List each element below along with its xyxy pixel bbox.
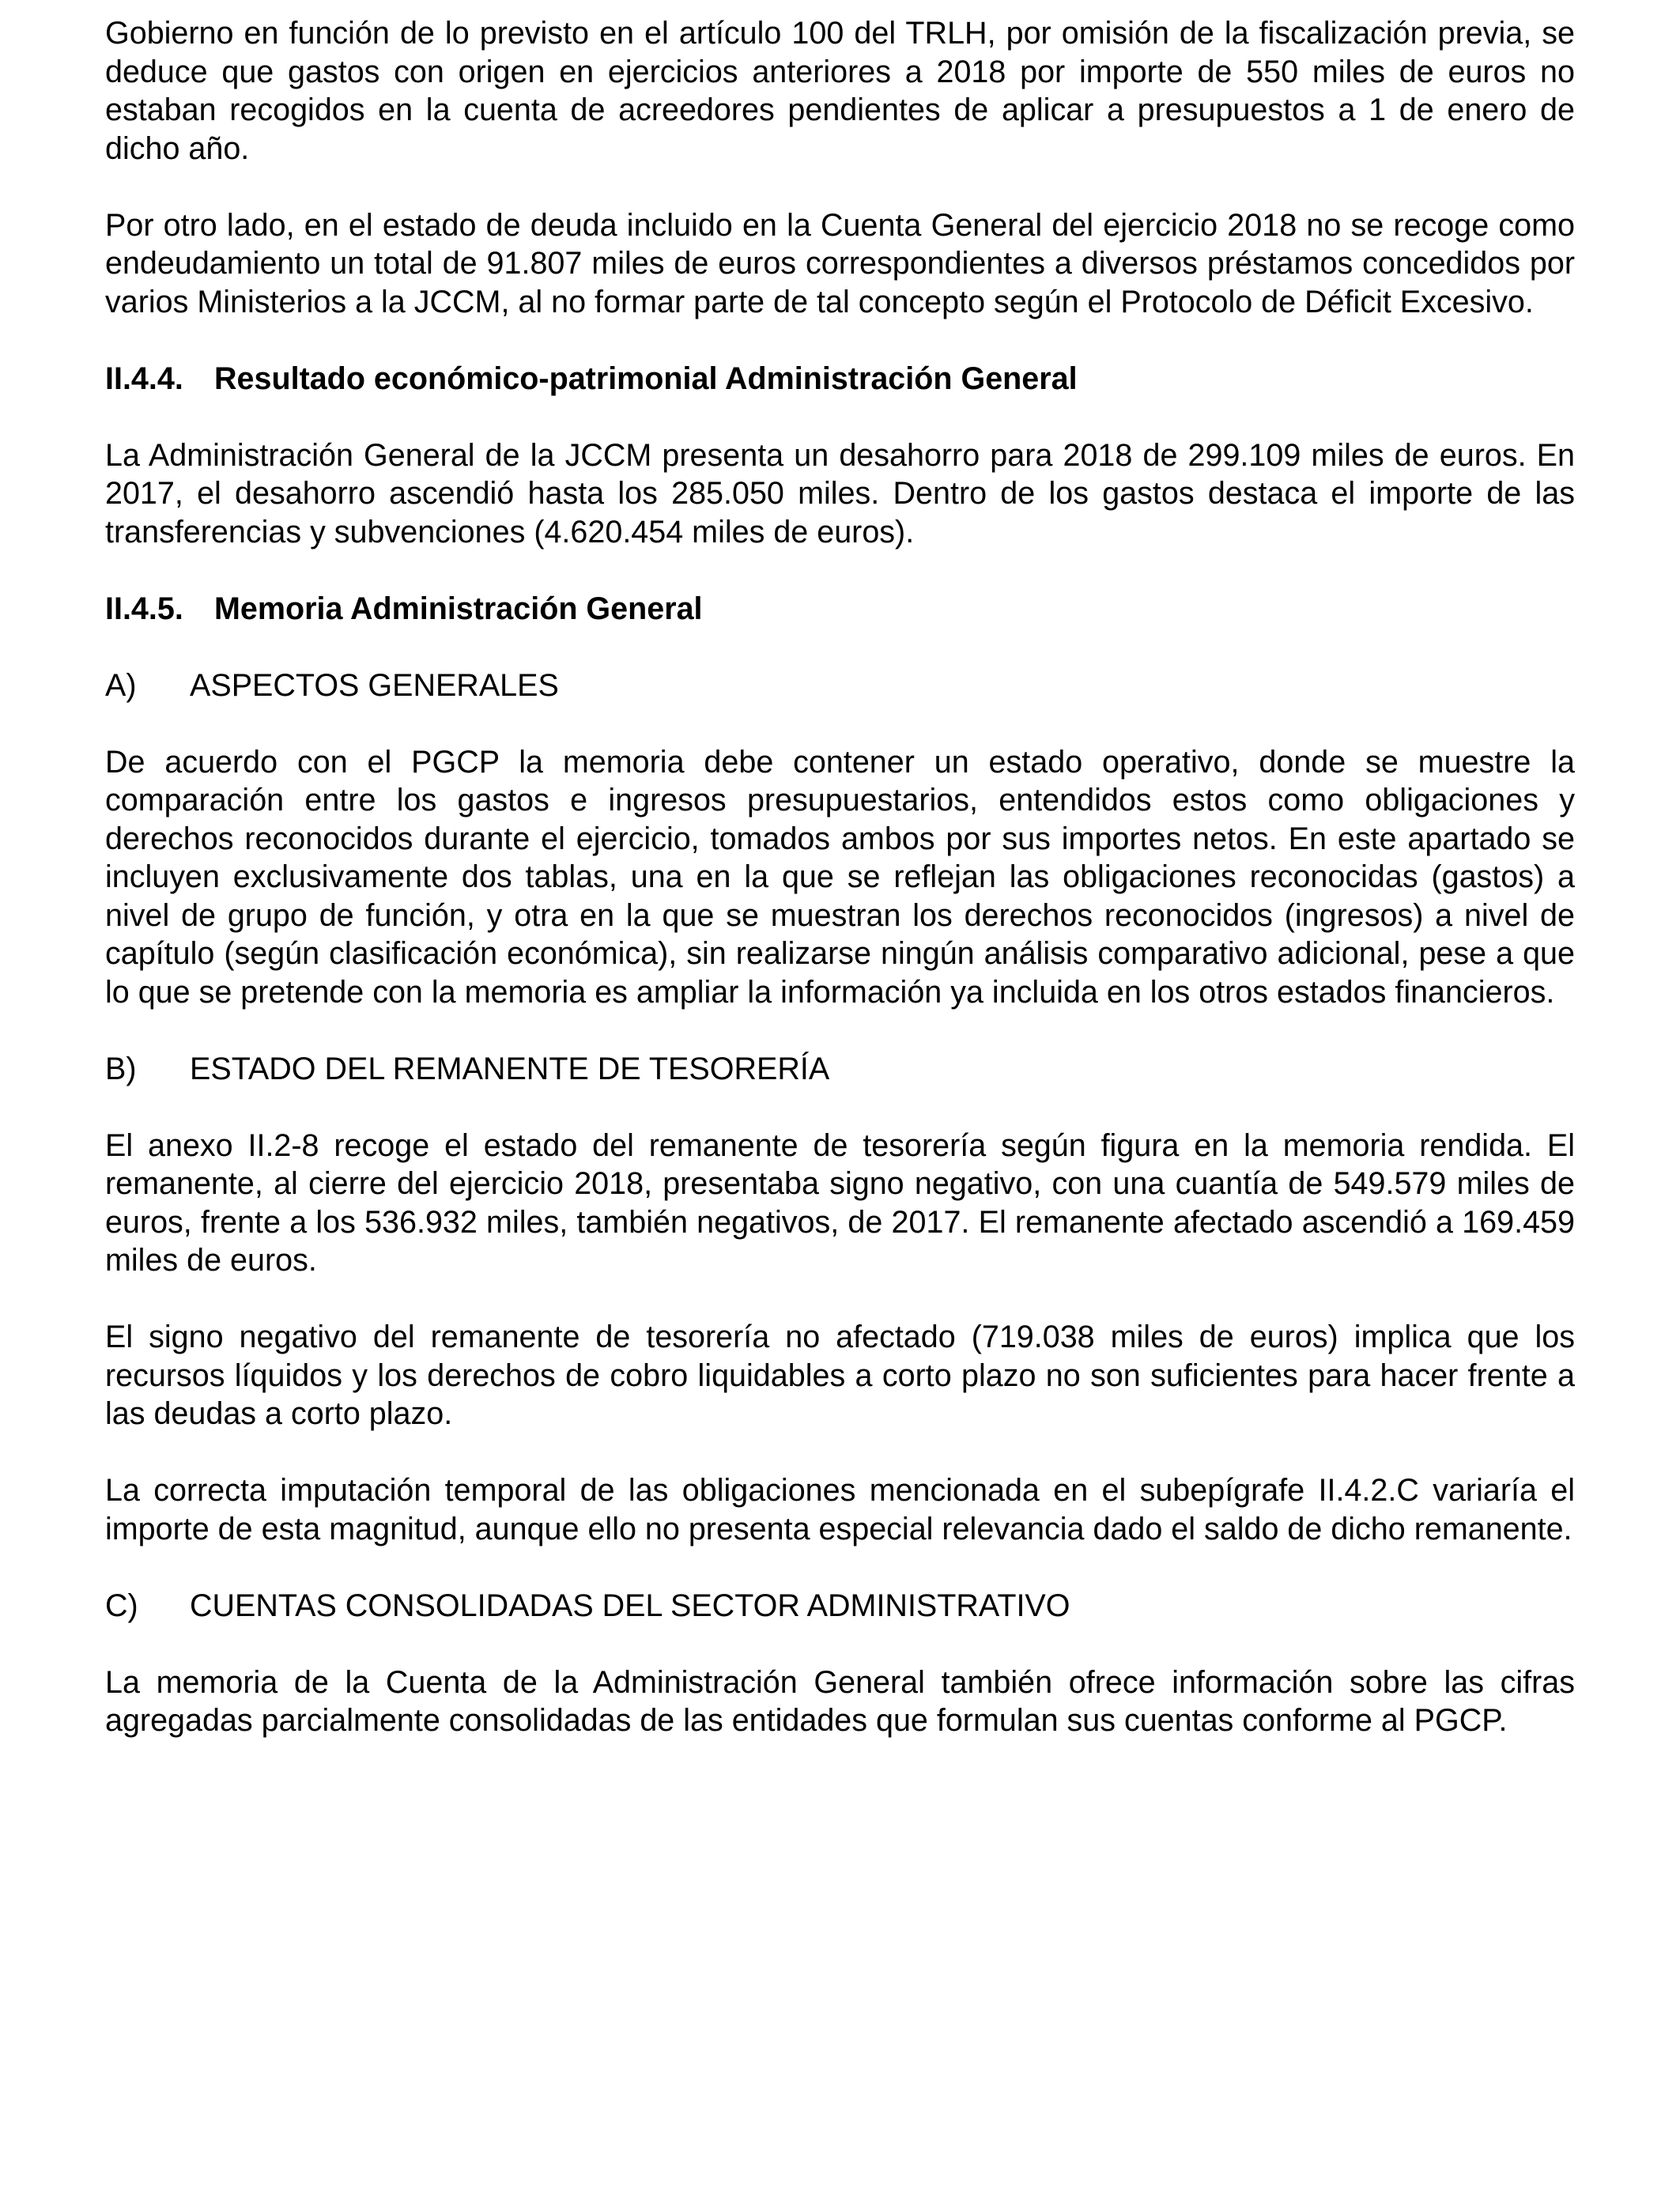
subsection-heading-remanente <box>105 1050 1575 1089</box>
subsection-title: ESTADO DEL REMANENTE DE TESORERÍA <box>190 1051 830 1086</box>
paragraph-cifras-agregadas: La memoria de la Cuenta de la Administración General también ofrece información sobre las cifras agregadas parcialmente consolidadas de las entidades que formulan sus cuentas conforme al PGCP. <box>105 1664 1575 1738</box>
paragraph-imputacion-temporal: La correcta imputación temporal de las obligaciones mencionada en el subepígrafe II.4.2.C variaría el importe de esta magnitud, aunque ello no presenta especial relevancia dado el saldo de dicho remanente. <box>105 1473 1575 1546</box>
section-heading-resultado-economico <box>105 360 1575 398</box>
subsection-letter: B) <box>105 1051 137 1086</box>
paragraph-anexo-remanente: El anexo II.2-8 recoge el estado del remanente de tesorería según figura en la memoria rendida. El remanente, al cierre del ejercicio 2018, presentaba signo negativo, con una cuantía de 549.579 miles de euros, frente a los 536.932 miles, también negativos, de 2017. El remanente afectado ascendió a 169.459 miles de euros. <box>105 1127 1575 1278</box>
paragraph-memoria-pgcp: De acuerdo con el PGCP la memoria debe contener un estado operativo, donde se muestre la comparación entre los gastos e ingresos presupuestarios, entendidos estos como obligaciones y derechos reconocidos durante el ejercicio, tomados ambos por sus importes netos. En este apartado se incluyen exclusivamente dos tablas, una en la que se reflejan las obligaciones reconocidas (gastos) a nivel de grupo de función, y otra en la que se muestran los derechos reconocidos (ingresos) a nivel de capítulo (según clasificación económica), sin realizarse ningún análisis comparativo adicional, pese a que lo que se pretende con la memoria es ampliar la información ya incluida en los otros estados financieros. <box>105 744 1575 1010</box>
section-title: Resultado económico-patrimonial Administración General <box>214 361 1078 396</box>
paragraph-desahorro: La Administración General de la JCCM presenta un desahorro para 2018 de 299.109 miles de euros. En 2017, el desahorro ascendió hasta los 285.050 miles. Dentro de los gastos destaca el importe de las transferencias y subvenciones (4.620.454 miles de euros). <box>105 437 1575 549</box>
section-number: II.4.5. <box>105 591 183 626</box>
section-number: II.4.4. <box>105 361 183 396</box>
paragraph-fiscalizacion: Gobierno en función de lo previsto en el artículo 100 del TRLH, por omisión de la fiscalización previa, se deduce que gastos con origen en ejercicios anteriores a 2018 por importe de 550 miles de euros no estaban recogidos en la cuenta de acreedores pendientes de aplicar a presupuestos a 1 de enero de dicho año. <box>105 16 1575 166</box>
subsection-title: ASPECTOS GENERALES <box>190 667 559 703</box>
paragraph-estado-deuda: Por otro lado, en el estado de deuda incluido en la Cuenta General del ejercicio 2018 no se recoge como endeudamiento un total de 91.807 miles de euros correspondientes a diversos préstamos concedidos por varios Ministerios a la JCCM, al no formar parte de tal concepto según el Protocolo de Déficit Excesivo. <box>105 207 1575 319</box>
section-title: Memoria Administración General <box>214 591 703 626</box>
section-heading-memoria <box>105 590 1575 629</box>
subsection-heading-aspectos-generales <box>105 667 1575 705</box>
document-page <box>105 14 1575 1778</box>
subsection-letter: C) <box>105 1588 138 1623</box>
paragraph-signo-negativo: El signo negativo del remanente de tesorería no afectado (719.038 miles de euros) implica que los recursos líquidos y los derechos de cobro liquidables a corto plazo no son suficientes para hacer frente a las deudas a corto plazo. <box>105 1320 1575 1431</box>
subsection-title: CUENTAS CONSOLIDADAS DEL SECTOR ADMINISTRATIVO <box>190 1588 1070 1623</box>
subsection-letter: A) <box>105 667 137 703</box>
subsection-heading-cuentas-consolidadas <box>105 1587 1575 1626</box>
